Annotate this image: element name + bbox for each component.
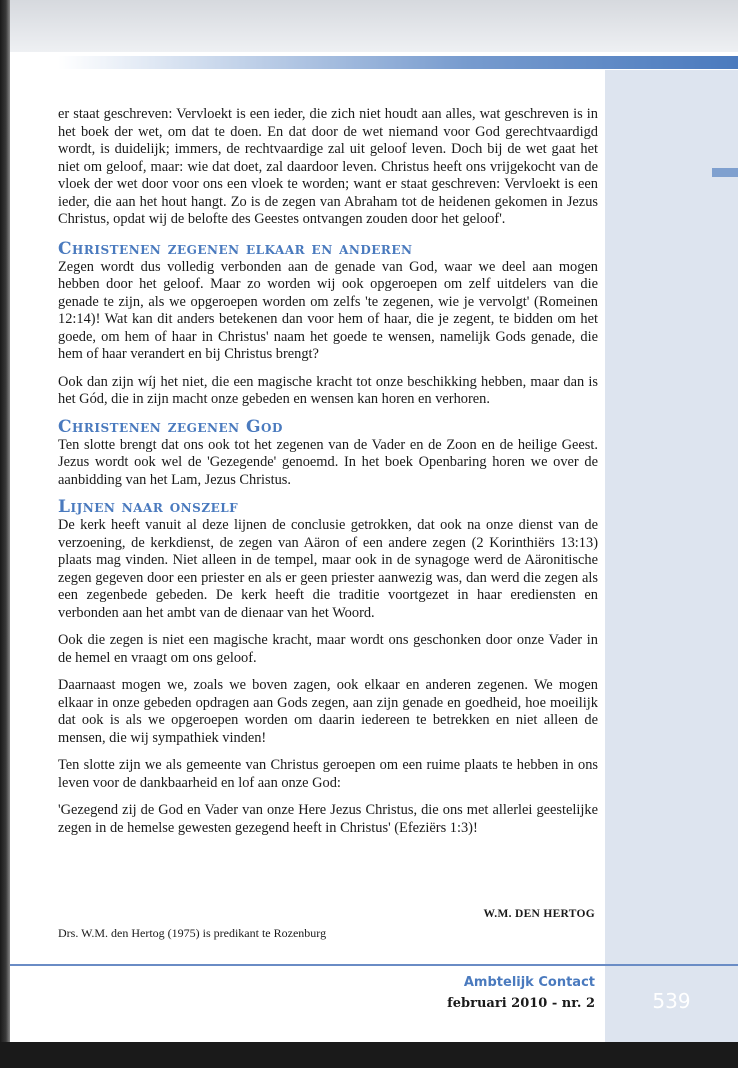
section-heading-zegenen-god: Christenen zegenen God — [58, 416, 283, 437]
section-heading-zegenen-elkaar: Christenen zegenen elkaar en anderen — [58, 238, 413, 259]
intro-paragraph: er staat geschreven: Vervloekt is een ieder, die zich niet houdt aan alles, wat geschreven is in het boek der wet, om dat te doen. En dat door de wet niemand voor God gerechtvaardigd wordt, is duidelijk; immers, de rechtvaardige zal uit geloof leven. Doch bij de wet gaat het niet om geloof, maar: wie dat doet, zal daardoor leven. Christus heeft ons vrijgekocht van de vloek der wet door voor ons een vloek te worden; want er staat geschreven: Vervloekt is een ieder, die aan het hout hangt. Zo is de zegen van Abraham tot de heidenen gekomen in Jezus Christus, opdat wij de belofte des Geestes ontvangen zouden door het geloof'. — [58, 106, 598, 227]
paragraph: Daarnaast mogen we, zoals we boven zagen, ook elkaar en anderen zegenen. We mogen elkaar in onze gebeden opdragen aan Gods zegen, aan zijn genade en goedheid, hoe moeilijk dat ook is als we opgeroepen worden om daarin iedereen te betrekken en niet alleen de mensen, die wij sympathiek vinden! — [58, 677, 598, 746]
footer-divider — [10, 964, 738, 966]
side-column — [605, 70, 738, 1042]
page-bottom-shadow — [0, 1042, 738, 1068]
publication-name: Ambtelijk Contact — [463, 975, 595, 990]
author-signature: W.M. DEN HERTOG — [483, 908, 595, 920]
paragraph: Ten slotte zijn we als gemeente van Christus geroepen om een ruime plaats te hebben in ons leven voor de dankbaarheid en lof aan onze God: — [58, 757, 598, 791]
page-binding-shadow — [0, 0, 10, 1050]
article-body — [58, 106, 598, 837]
paragraph: Ten slotte brengt dat ons ook tot het zegenen van de Vader en de Zoon en de heilige Geest. Jezus wordt ook wel de 'Gezegende' genoemd. In het boek Openbaring horen we over de aanbidding van het Lam, Jezus Christus. — [58, 436, 598, 488]
top-band — [10, 0, 738, 52]
side-tab-marker — [712, 168, 738, 177]
header-accent-bar — [58, 56, 738, 69]
paragraph: Ook die zegen is niet een magische kracht, maar wordt ons geschonken door onze Vader in de hemel en vraagt om ons geloof. — [58, 632, 598, 666]
paragraph: Ook dan zijn wíj het niet, die een magische kracht tot onze beschikking hebben, maar dan is het Gód, die in zijn macht onze gebeden en wensen kan horen en verhoren. — [58, 373, 598, 407]
paragraph: De kerk heeft vanuit al deze lijnen de conclusie getrokken, dat ook na onze dienst van de verzoening, de kerkdienst, de zegen van Aäron of een andere zegen (2 Korinthiërs 13:13) plaats mag vinden. Niet alleen in de tempel, maar ook in de synagoge werd de Aäronitische zegen gegeven door een priester en als er geen priester aanwezig was, dan werd die zegen als een zegenbede gebeden. De kerk heeft die traditie voortgezet in haar erediensten en verbonden aan het ambt van de dienaar van het Woord. — [58, 517, 598, 621]
paragraph: Zegen wordt dus volledig verbonden aan de genade van God, waar we deel aan mogen hebben door het geloof. Maar zo worden wij ook opgeroepen om zelf uitdelers van die genade te zijn, als we opgeroepen worden om zelfs 'te zegenen, wie je vervolgt' (Romeinen 12:14)! Wat kan dit anders betekenen dan voor hem of haar, die je zegent, te bidden om het goede, om hem of haar in Christus' naam het goede te wensen, namelijk Gods genade, die hem of haar verandert en bij Christus brengt? — [58, 258, 598, 362]
page-number: 539 — [652, 989, 691, 1013]
issue-label: februari 2010 - nr. 2 — [447, 996, 595, 1011]
section-heading-lijnen: Lijnen naar onszelf — [58, 497, 239, 517]
quote-paragraph: 'Gezegend zij de God en Vader van onze Here Jezus Christus, die ons met allerlei geestelijke zegen in de hemelse gewesten gezegend heeft in Christus' (Efeziërs 1:3)! — [58, 802, 598, 836]
author-note: Drs. W.M. den Hertog (1975) is predikant te Rozenburg — [58, 926, 327, 940]
